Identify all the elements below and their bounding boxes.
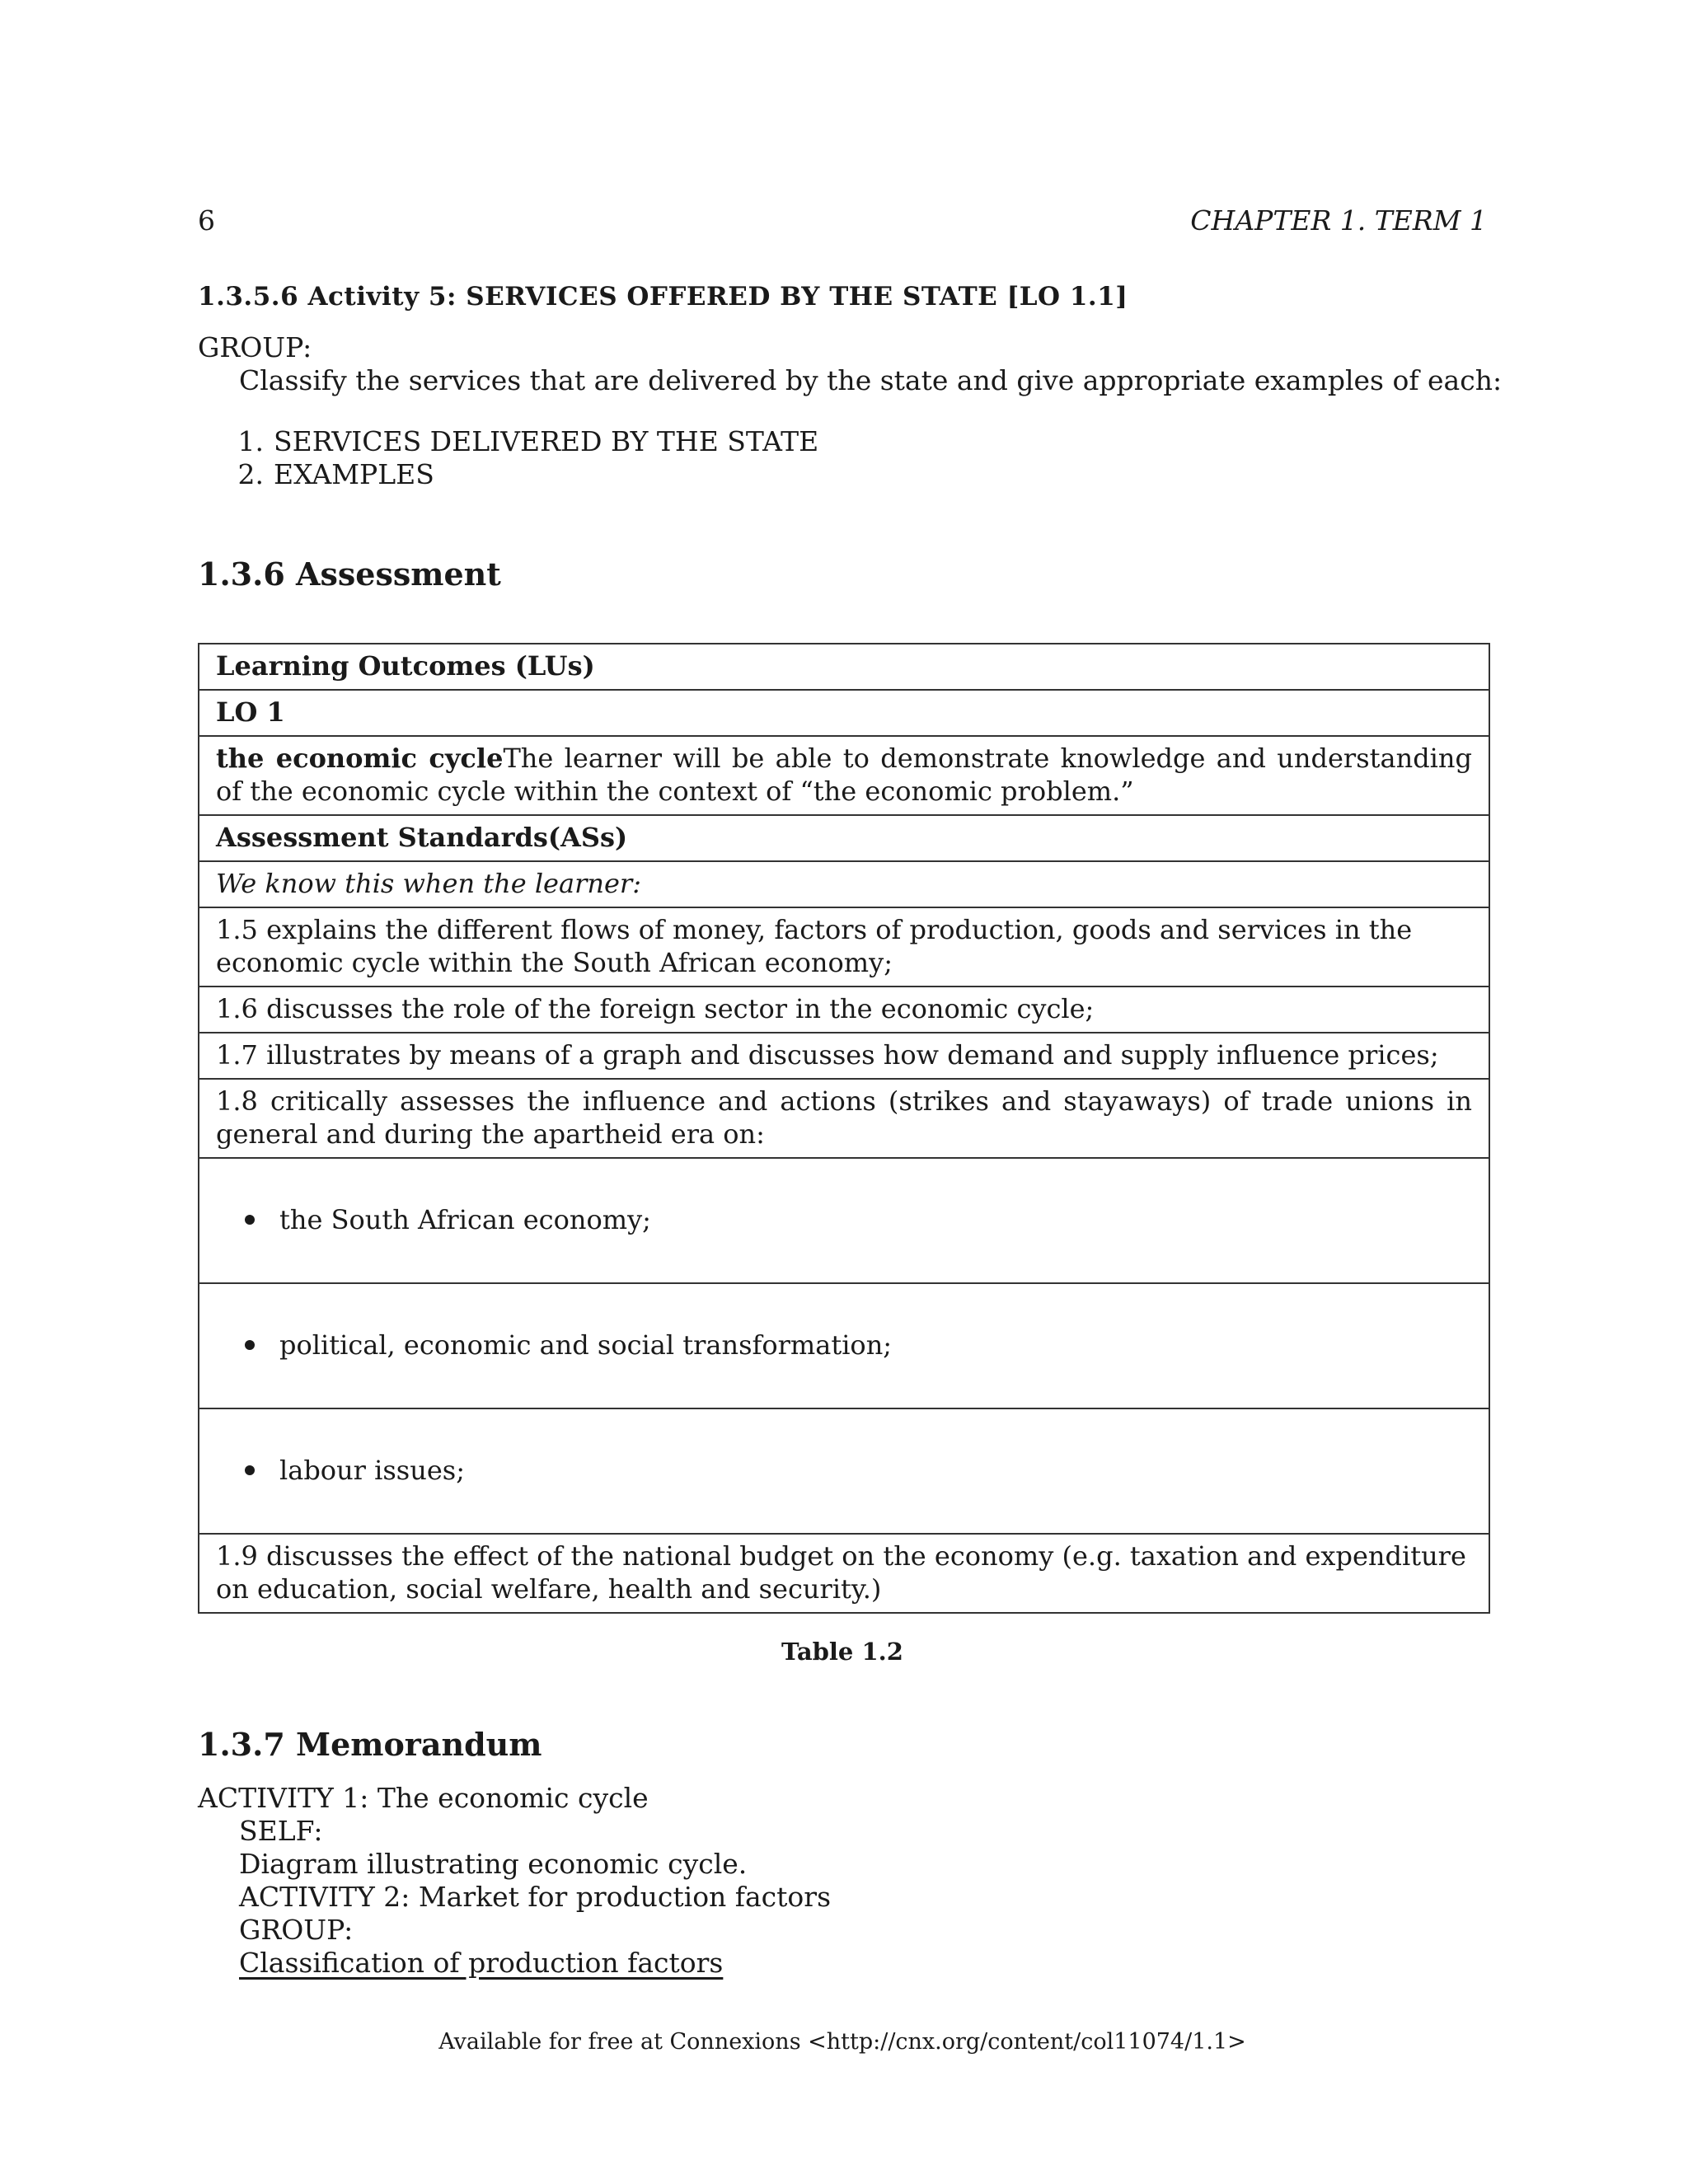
- standard-1-7-row: 1.7 illustrates by means of a graph and discusses how demand and supply influence prices;: [199, 1033, 1489, 1080]
- page-footer: Available for free at Connexions <http://cnx.org/content/col11074/1.1>: [438, 2029, 1246, 2055]
- table-caption: Table 1.2: [781, 1638, 903, 1666]
- memorandum-heading: 1.3.7 Memorandum: [198, 1726, 542, 1763]
- activity-instruction: Classify the services that are delivered by the state and give appropriate examples of each:: [239, 364, 1503, 396]
- memo-classification-link[interactable]: Classification of production factors: [239, 1947, 724, 1979]
- assessment-table: [198, 643, 1490, 1614]
- standard-1-6-row: 1.6 discusses the role of the foreign sector in the economic cycle;: [199, 987, 1489, 1033]
- document-page: [198, 0, 1503, 2184]
- standard-1-9-row: 1.9 discusses the effect of the national budget on the economy (e.g. taxation and expenditure on education, social welfare, health and security.): [199, 1535, 1489, 1614]
- running-header: [198, 204, 1487, 242]
- memo-activity-1: ACTIVITY 1: The economic cycle: [198, 1782, 649, 1814]
- lo-description-row: [199, 737, 1489, 816]
- list-item: 2. EXAMPLES: [237, 458, 434, 490]
- memo-self-label: SELF:: [239, 1815, 323, 1847]
- chapter-title: CHAPTER 1. TERM 1: [1190, 204, 1487, 237]
- bullet-row: the South African economy;: [199, 1159, 1489, 1284]
- bullet-icon: [245, 1215, 255, 1225]
- standard-1-5-row: 1.5 explains the different flows of money, factors of production, goods and services in the economic cycle within the South African economy;: [199, 908, 1489, 987]
- memo-activity-2: ACTIVITY 2: Market for production factors: [239, 1881, 832, 1913]
- lo-text: The learner will be able to demonstrate knowledge and understanding of the economic cycle within the context of “the economic problem.”: [216, 743, 1473, 807]
- assessment-heading: 1.3.6 Assessment: [198, 555, 501, 593]
- list-item: 1. SERVICES DELIVERED BY THE STATE: [237, 425, 819, 457]
- learning-outcomes-row: Learning Outcomes (LUs): [199, 644, 1489, 691]
- page-number: 6: [198, 204, 215, 237]
- lo-bold-label: the economic cycle: [216, 743, 504, 774]
- memo-diagram-text: Diagram illustrating economic cycle.: [239, 1848, 748, 1880]
- bullet-icon: [245, 1340, 255, 1350]
- memo-group-label: GROUP:: [239, 1914, 354, 1946]
- bullet-row: labour issues;: [199, 1409, 1489, 1535]
- standards-row: Assessment Standards(ASs): [199, 816, 1489, 862]
- group-label: GROUP:: [198, 331, 312, 363]
- bullet-row: political, economic and social transformation;: [199, 1284, 1489, 1409]
- know-this-row: We know this when the learner:: [199, 862, 1489, 908]
- standard-1-8-row: 1.8 critically assesses the influence and actions (strikes and stayaways) of trade unions in general and during the apartheid era on:: [199, 1080, 1489, 1159]
- activity-heading: 1.3.5.6 Activity 5: SERVICES OFFERED BY THE STATE [LO 1.1]: [198, 282, 1128, 312]
- bullet-icon: [245, 1465, 255, 1475]
- lo-label-row: LO 1: [199, 691, 1489, 737]
